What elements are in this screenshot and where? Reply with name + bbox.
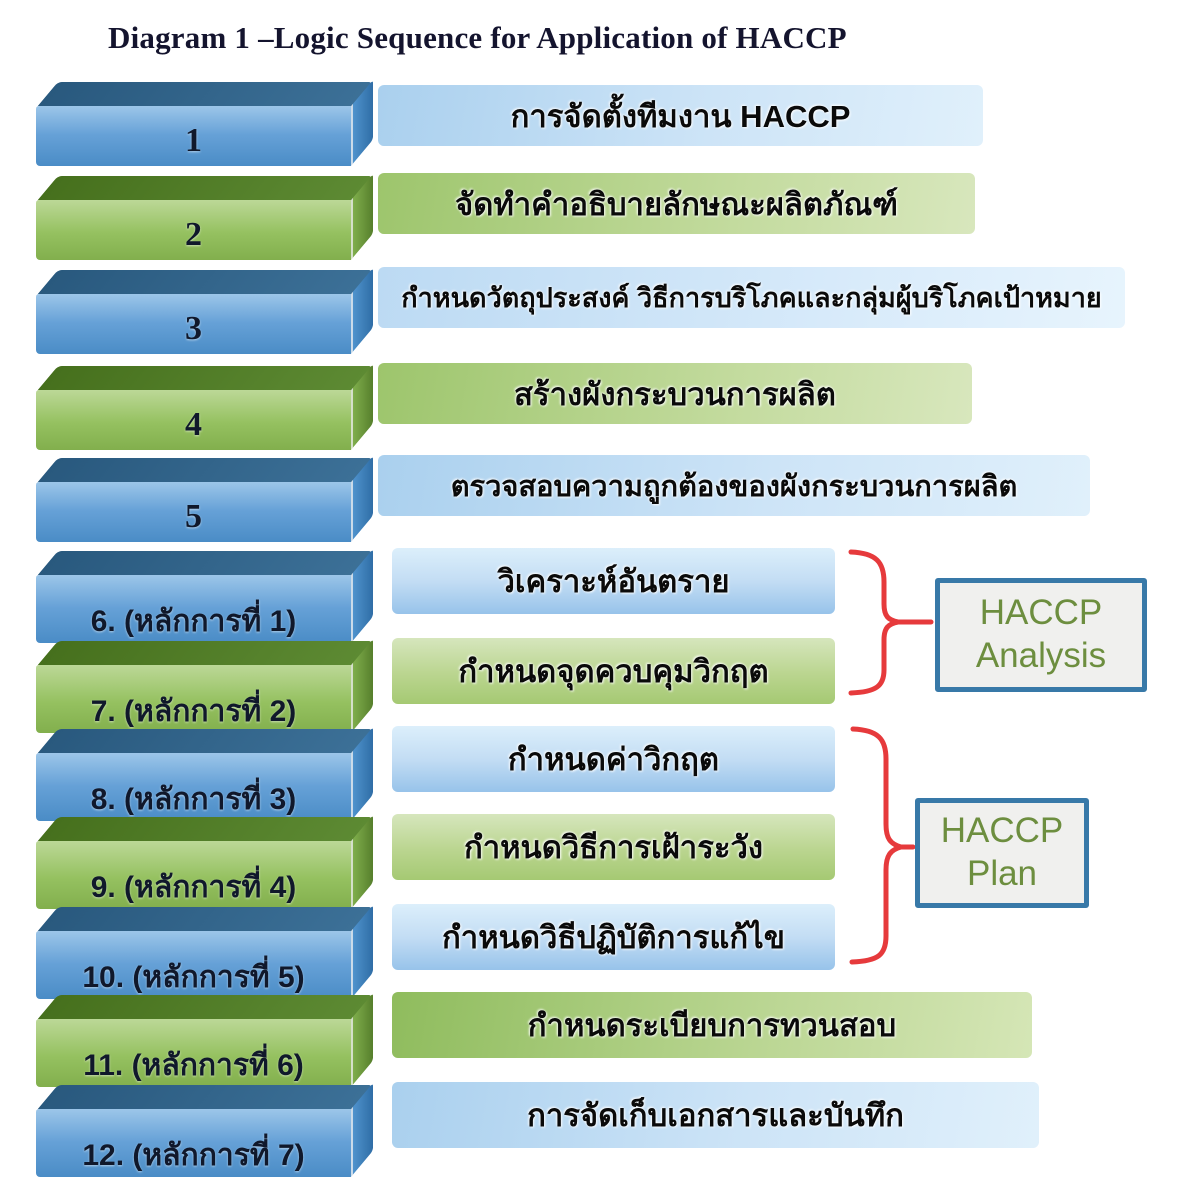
step-number: 10. (หลักการที่ 5) [82,961,305,994]
step-number: 7. (หลักการที่ 2) [90,695,297,728]
step-label-bar-11 [392,992,1032,1058]
step-label: กำหนดค่าวิกฤต [507,742,720,777]
block-front-face [36,294,351,354]
step-label: กำหนดวิธีปฏิบัติการแก้ไข [442,920,785,955]
step-label-bar-2 [378,173,975,234]
step-label: กำหนดจุดควบคุมวิกฤต [458,654,769,689]
block-front-face [36,575,351,643]
block-front-face [36,106,351,166]
step-label-bar-3 [378,267,1125,328]
step-number: 11. (หลักการที่ 6) [83,1049,304,1082]
step-label: ตรวจสอบความถูกต้องของผังกระบวนการผลิต [450,470,1018,503]
step-number: 6. (หลักการที่ 1) [90,605,297,638]
block-front-face [36,390,351,450]
block-front-face [36,753,351,821]
step-row-1 [0,82,1200,178]
step-label: การจัดตั้งทีมงาน HACCP [510,98,851,134]
block-front-face [36,1019,351,1087]
block-front-face [36,1109,351,1177]
block-front-face [36,841,351,909]
step-row-2 [0,176,1200,272]
block-top-face [36,82,373,108]
step-label: กำหนดวิธีการเฝ้าระวัง [463,830,764,865]
block-top-face [36,176,373,202]
block-front-face [36,482,351,542]
block-front-face [36,665,351,733]
step-row-4 [0,366,1200,462]
step-label-bar-4 [378,363,972,424]
step-label-bar-7 [392,638,835,704]
block-top-face [36,366,373,392]
step-label-bar-9 [392,814,835,880]
step-number: 5 [185,498,202,535]
step-row-10 [0,907,1200,1003]
step-label-bar-12 [392,1082,1039,1148]
step-label-bar-1 [378,85,983,146]
step-label-bar-10 [392,904,835,970]
step-row-11 [0,995,1200,1091]
step-label: สร้างผังกระบวนการผลิต [514,376,836,412]
haccp-plan-box [915,798,1089,908]
step-label: กำหนดระเบียบการทวนสอบ [527,1008,897,1043]
step-label-bar-6 [392,548,835,614]
step-number: 12. (หลักการที่ 7) [82,1139,305,1172]
step-label: วิเคราะห์อันตราย [497,564,730,599]
step-label: จัดทำคำอธิบายลักษณะผลิตภัณฑ์ [455,186,898,222]
step-label: การจัดเก็บเอกสารและบันทึก [527,1098,904,1133]
haccp-analysis-line1: HACCP [979,593,1103,633]
block-top-face [36,270,373,296]
step-number: 4 [185,406,202,443]
block-top-face [36,458,373,484]
haccp-plan-line1: HACCP [940,811,1064,851]
haccp-plan-line2: Plan [966,854,1038,893]
step-row-12 [0,1085,1200,1179]
step-number: 9. (หลักการที่ 4) [90,871,297,904]
step-row-3 [0,270,1200,366]
step-number: 1 [185,122,202,159]
step-row-5 [0,458,1200,554]
block-front-face [36,931,351,999]
haccp-analysis-line2: Analysis [975,636,1107,675]
step-label-bar-8 [392,726,835,792]
step-number: 2 [185,216,202,253]
diagram-title: Diagram 1 –Logic Sequence for Application of HACCP [108,20,847,55]
step-number: 8. (หลักการที่ 3) [90,783,297,816]
haccp-analysis-box [935,578,1147,692]
step-number: 3 [185,310,202,347]
step-label: กำหนดวัตถุประสงค์ วิธีการบริโภคและกลุ่มผู้บริโภคเป้าหมาย [401,283,1102,313]
step-label-bar-5 [378,455,1090,516]
block-front-face [36,200,351,260]
